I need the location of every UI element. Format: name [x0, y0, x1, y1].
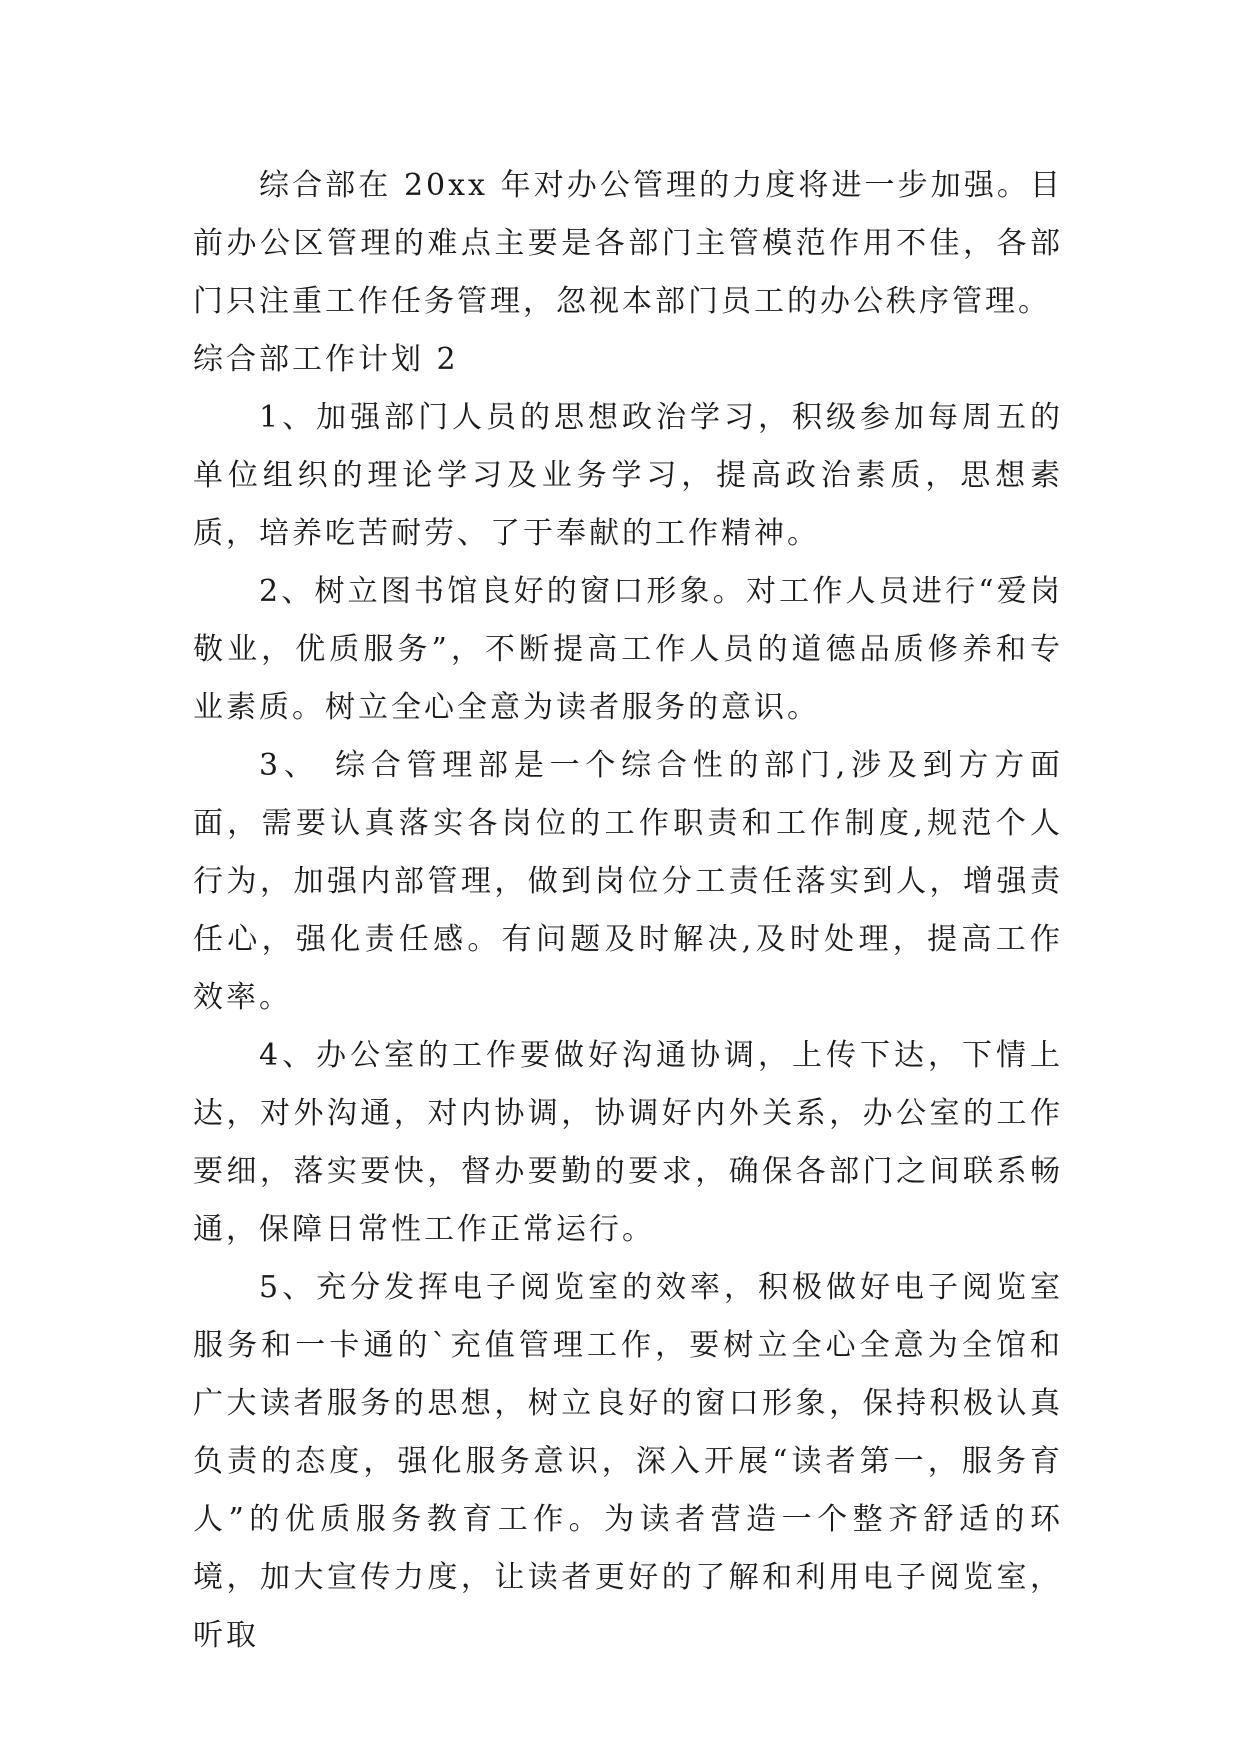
paragraph-item-3: 3、 综合管理部是一个综合性的部门,涉及到方方面面，需要认真落实各岗位的工作职责和工作制度,规范个人行为，加强内部管理，做到岗位分工责任落实到人，增强责任心，强化责任感。有问题及时解决,及时处理，提高工作效率。 [193, 748, 1063, 1015]
document-body [193, 157, 1063, 1665]
section-heading: 综合部工作计划 2 [193, 342, 459, 377]
paragraph-item-4: 4、办公室的工作要做好沟通协调，上传下达，下情上达，对外沟通，对内协调，协调好内外关系，办公室的工作要细，落实要快，督办要勤的要求，确保各部门之间联系畅通，保障日常性工作正常运行。 [193, 1038, 1063, 1247]
paragraph-item-2: 2、树立图书馆良好的窗口形象。对工作人员进行“爱岗敬业，优质服务”，不断提高工作人员的道德品质修养和专业素质。树立全心全意为读者服务的意识。 [193, 574, 1063, 725]
paragraph-item-1: 1、加强部门人员的思想政治学习，积级参加每周五的单位组织的理论学习及业务学习，提高政治素质，思想素质，培养吃苦耐劳、了于奉献的工作精神。 [193, 400, 1063, 551]
paragraph-intro: 综合部在 20xx 年对办公管理的力度将进一步加强。目前办公区管理的难点主要是各部门主管模范作用不佳，各部门只注重工作任务管理，忽视本部门员工的办公秩序管理。 [193, 168, 1063, 319]
paragraph-item-5: 5、充分发挥电子阅览室的效率，积极做好电子阅览室服务和一卡通的`充值管理工作，要树立全心全意为全馆和广大读者服务的思想，树立良好的窗口形象，保持积极认真负责的态度，强化服务意识，深入开展“读者第一，服务育人”的优质服务教育工作。为读者营造一个整齐舒适的环境，加大宣传力度，让读者更好的了解和利用电子阅览室，听取 [193, 1270, 1063, 1653]
